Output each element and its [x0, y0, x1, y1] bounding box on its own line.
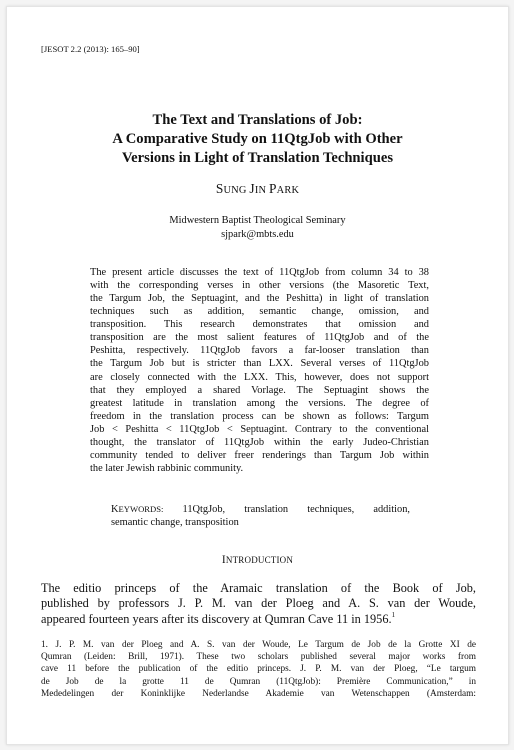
- abstract-line: community tended to deliver freer renderings than Targum Job within: [90, 449, 429, 461]
- abstract-line: with the corresponding verses in other versions (the Masoretic Text,: [90, 280, 429, 292]
- author-smallcaps: ARK: [276, 185, 300, 196]
- footnote-line: 1. J. P. M. van der Ploeg and A. S. van der Woude, Le Targum de Job de la Grotte XI de: [41, 640, 476, 650]
- keywords: [111, 503, 410, 530]
- abstract-line: the later Jewish rabbinic community.: [90, 462, 244, 474]
- abstract: [90, 266, 429, 475]
- author-name: [7, 181, 508, 197]
- title-line: A Comparative Study on 11QtgJob with Other: [112, 131, 403, 147]
- footnote-line: cave 11 before the publication of the editio princeps. J. P. M. van der Ploeg, “Le targum: [41, 664, 476, 675]
- author-initial: S: [215, 181, 224, 196]
- footnote-marker: 1: [391, 610, 396, 619]
- institution: Midwestern Baptist Theological Seminary: [169, 215, 346, 226]
- abstract-line: The present article discusses the text of 11QtgJob from column 34 to 38: [90, 267, 429, 278]
- abstract-line: techniques such as addition, semantic change, omission, and: [90, 306, 429, 318]
- author-smallcaps: UNG: [223, 185, 250, 196]
- author-affiliation: [7, 214, 508, 242]
- abstract-line: the Targum Job, the Septuagint, and the Peshitta) in light of translation: [90, 293, 429, 305]
- abstract-line: freedom in the translation process can be shown as follows: Targum: [90, 410, 429, 422]
- body-line: published by professors J. P. M. van der Ploeg and A. S. van der Woude,: [41, 596, 476, 611]
- heading-smallcaps: NTRODUCTION: [225, 555, 294, 565]
- body-line-text: appeared fourteen years after its discovery at Qumran Cave 11 in 1956.: [41, 611, 392, 626]
- section-heading-introduction: [7, 554, 508, 566]
- author-initial: J: [249, 181, 255, 196]
- keywords-label-initial: K: [111, 504, 119, 515]
- abstract-line: transposition are the most salient features of 11QtgJob and of the: [90, 332, 429, 344]
- abstract-line: are closely connected with the LXX. This, however, does not support: [90, 371, 429, 383]
- keywords-line: [111, 503, 410, 516]
- author-email: sjpark@mbts.edu: [221, 229, 294, 240]
- journal-reference: [JESOT 2.2 (2013): 165–90]: [41, 44, 140, 54]
- heading-initial: I: [221, 554, 226, 566]
- abstract-line: thought, the translator of 11QtgJob within the early Judeo-Christian: [90, 436, 429, 448]
- abstract-line: Job < Peshitta < 11QtgJob < Septuagint. Contrary to the conventional: [90, 423, 429, 435]
- author-initial: P: [268, 181, 277, 196]
- keywords-line: semantic change, transposition: [111, 517, 239, 529]
- keywords-label: EYWORDS:: [118, 504, 164, 514]
- title-line: The Text and Translations of Job:: [152, 112, 363, 128]
- title-line: Versions in Light of Translation Techniques: [121, 150, 393, 166]
- article-title: [7, 111, 508, 168]
- body-line: [41, 612, 476, 627]
- footnote: [41, 639, 476, 700]
- footnote-line: Mededelingen der Koninklijke Nederlandse Akademie van Wetenschappen (Amsterdam:: [41, 688, 476, 699]
- body-line: The editio princeps of the Aramaic translation of the Book of Job,: [41, 581, 476, 595]
- paper-page: [6, 6, 509, 745]
- abstract-line: that they employed a shared Vorlage. The Septuagint shows the: [90, 384, 429, 396]
- abstract-line: transposition. This research demonstrates that omission and: [90, 319, 429, 331]
- keywords-list: 11QtgJob, translation techniques, addition,: [163, 504, 410, 515]
- abstract-line: Peshitta, respectively. 11QtgJob favors a far-looser translation than: [90, 345, 429, 357]
- abstract-line: greatest latitude in translation among the versions. The degree of: [90, 397, 429, 409]
- footnote-line: de Job de la grotte 11 de Qumran (11QtgJob): Première Communication,” in: [41, 676, 476, 687]
- author-smallcaps: IN: [254, 185, 269, 196]
- body-paragraph: [41, 581, 476, 627]
- footnote-line: Qumran (Leiden: Brill, 1971). These two scholars published several major works from: [41, 652, 476, 663]
- abstract-line: the Targum Job but is stricter than LXX. Several verses of 11QtgJob: [90, 358, 429, 370]
